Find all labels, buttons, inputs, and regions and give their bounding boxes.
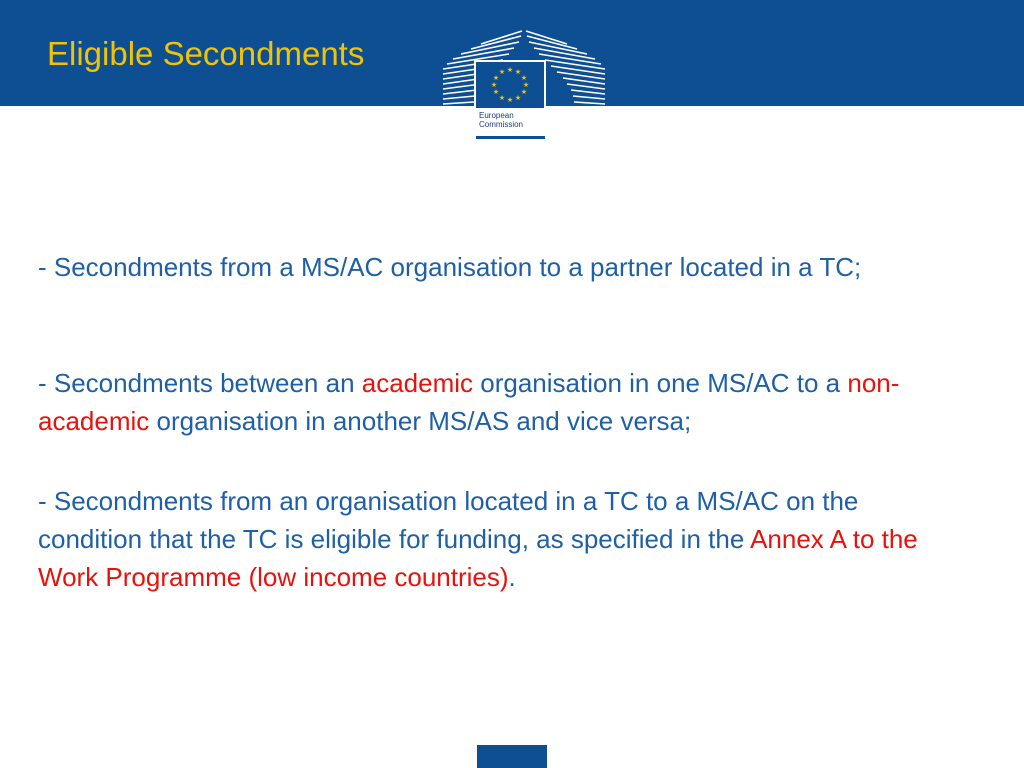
logo-line-2: Commission (479, 120, 524, 129)
svg-text:★: ★ (492, 88, 500, 96)
page-title: Eligible Secondments (47, 35, 365, 72)
bullet-2-part-1: - Secondments between an (38, 368, 362, 398)
bullet-2 (38, 364, 958, 440)
footer-flag (477, 745, 547, 768)
bullet-1-text: - Secondments from a MS/AC organisation to a partner located in a TC; (38, 252, 862, 282)
svg-text:★: ★ (492, 74, 500, 82)
eu-flag-icon (474, 60, 546, 110)
svg-text:★: ★ (520, 88, 528, 96)
bullet-3-highlight-annex: Annex A to the Work Programme (low income countries) (38, 524, 918, 592)
svg-text:★: ★ (522, 81, 530, 89)
bullet-2-highlight-non-academic: non-academic (38, 368, 900, 436)
logo-rule (476, 136, 545, 139)
bullet-2-part-3: organisation in another MS/AS and vice versa; (149, 406, 692, 436)
logo-line-1: European (479, 111, 514, 120)
svg-text:★: ★ (498, 68, 506, 76)
svg-text:★: ★ (506, 96, 514, 104)
logo-wordmark (479, 111, 545, 129)
svg-text:★: ★ (520, 74, 528, 82)
bullet-2-part-2: organisation in one MS/AC to a (473, 368, 848, 398)
svg-text:★: ★ (490, 81, 498, 89)
bullet-3-part-1: - Secondments from an organisation located in a TC to a MS/AC on the condition that the TC is eligible for funding, as specified in the (38, 486, 859, 554)
svg-text:★: ★ (514, 68, 522, 76)
bullet-3-part-2: . (508, 562, 516, 592)
bullet-1 (38, 248, 958, 286)
svg-text:★: ★ (498, 94, 506, 102)
svg-text:★: ★ (514, 94, 522, 102)
bullet-2-highlight-academic: academic (361, 368, 474, 398)
bullet-3 (38, 482, 968, 596)
svg-text:★: ★ (506, 66, 514, 74)
